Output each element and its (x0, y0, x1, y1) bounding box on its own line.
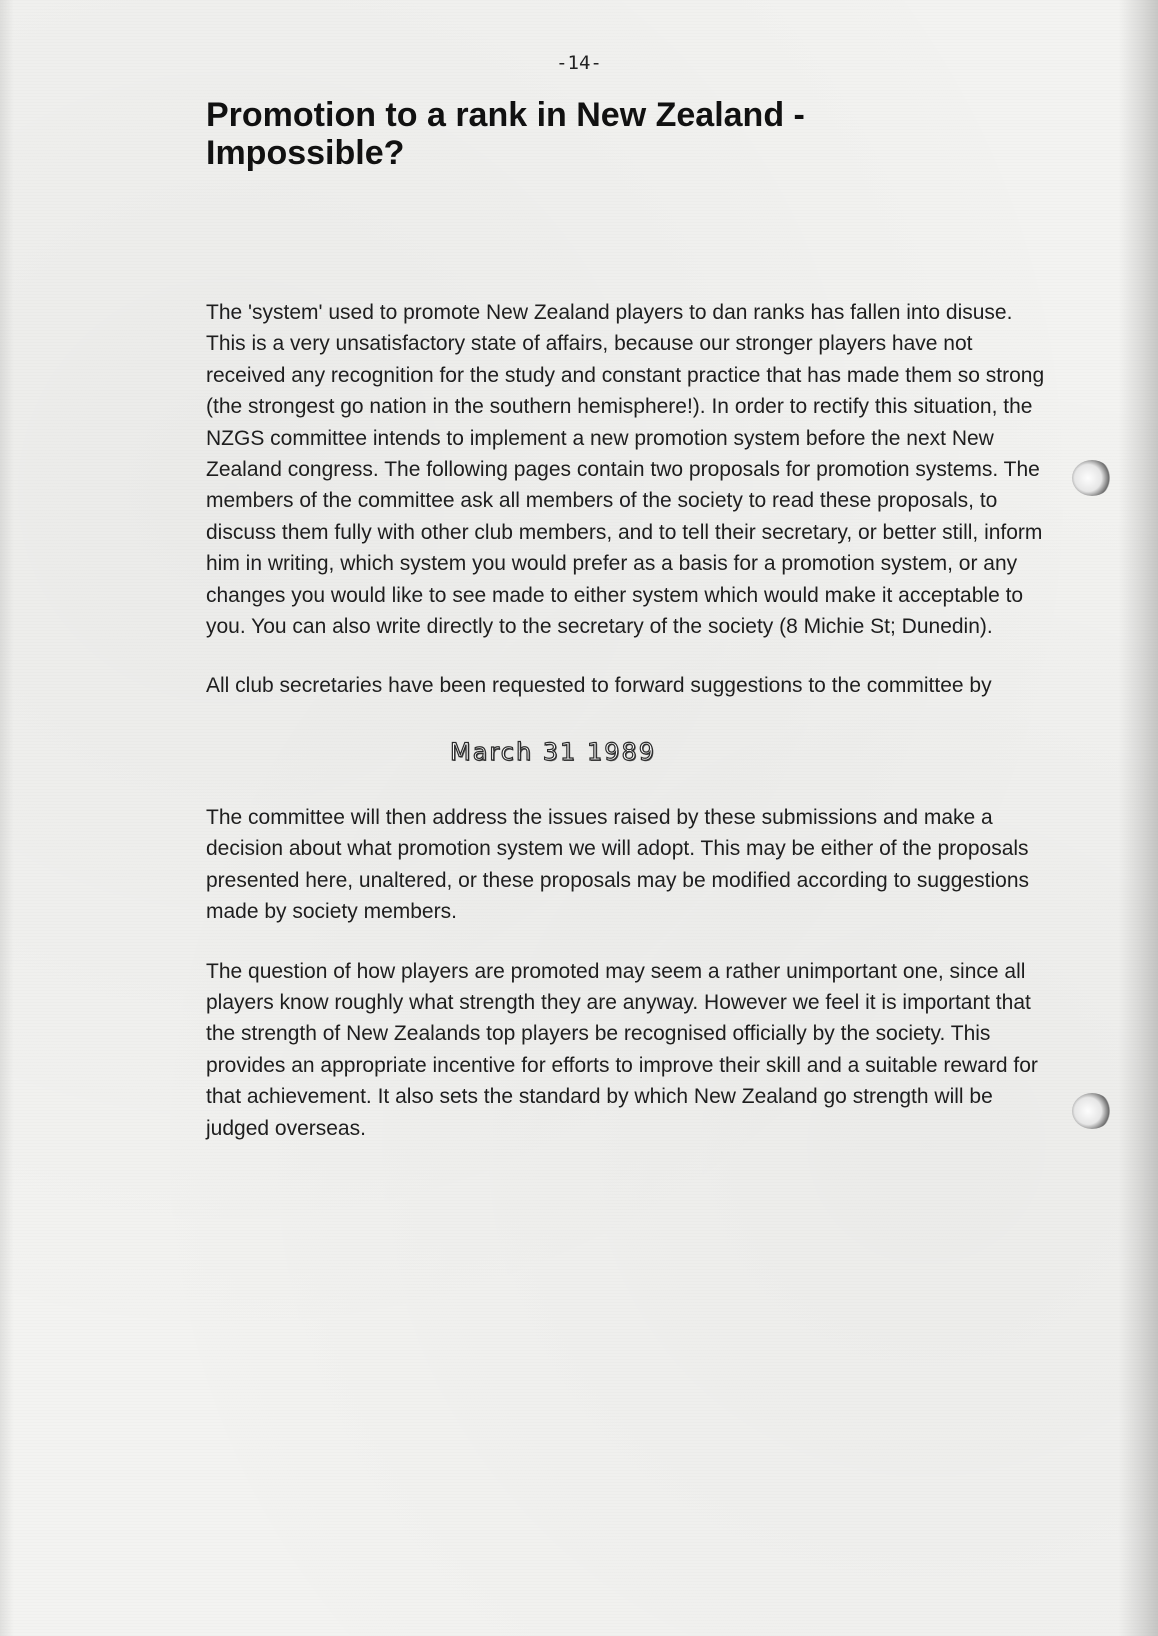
paragraph-decision: The committee will then address the issues raised by these submissions and make a decision about what promotion system we will adopt. This may be either of the proposals presented here, unaltered, or these proposals may be modified according to suggestions made by society members. (206, 805, 1029, 924)
page-number: -14- (556, 52, 602, 74)
paragraph-request: All club secretaries have been requested to forward suggestions to the committee by (206, 674, 992, 698)
binder-hole-icon (1072, 1093, 1112, 1129)
binder-hole-icon (1072, 460, 1112, 496)
title-line-1: Promotion to a rank in New Zealand - (206, 96, 805, 134)
deadline-date: March 31 1989 (450, 737, 657, 766)
article-body (206, 297, 1056, 1144)
title-line-2: Impossible? (206, 134, 405, 172)
page-title (206, 96, 966, 172)
paragraph-intro: The 'system' used to promote New Zealand players to dan ranks has fallen into disuse. This is a very unsatisfactory state of affairs, because our stronger players have not received any recognition for the study and constant practice that has made them so strong (the strongest go nation in the southern hemisphere!). In order to rectify this situation, the NZGS committee intends to implement a new promotion system before the next New Zealand congress. The following pages contain two proposals for promotion systems. The members of the committee ask all members of the society to read these proposals, to discuss them fully with other club members, and to tell their secretary, or better still, inform him in writing, which system you would prefer as a basis for a promotion system, or any changes you would like to see made to either system which would make it acceptable to you. You can also write directly to the secretary of the society (8 Michie St; Dunedin). (206, 301, 1045, 639)
page-left-shadow (0, 0, 14, 1636)
page-right-shadow (1118, 0, 1158, 1636)
paragraph-importance: The question of how players are promoted may seem a rather unimportant one, since all players know roughly what strength they are anyway. However we feel it is important that the strength of New Zealands top players be recognised officially by the society. This provides an appropriate incentive for efforts to improve their skill and a suitable reward for that achievement. It also sets the standard by which New Zealand go strength will be judged overseas. (206, 959, 1038, 1140)
